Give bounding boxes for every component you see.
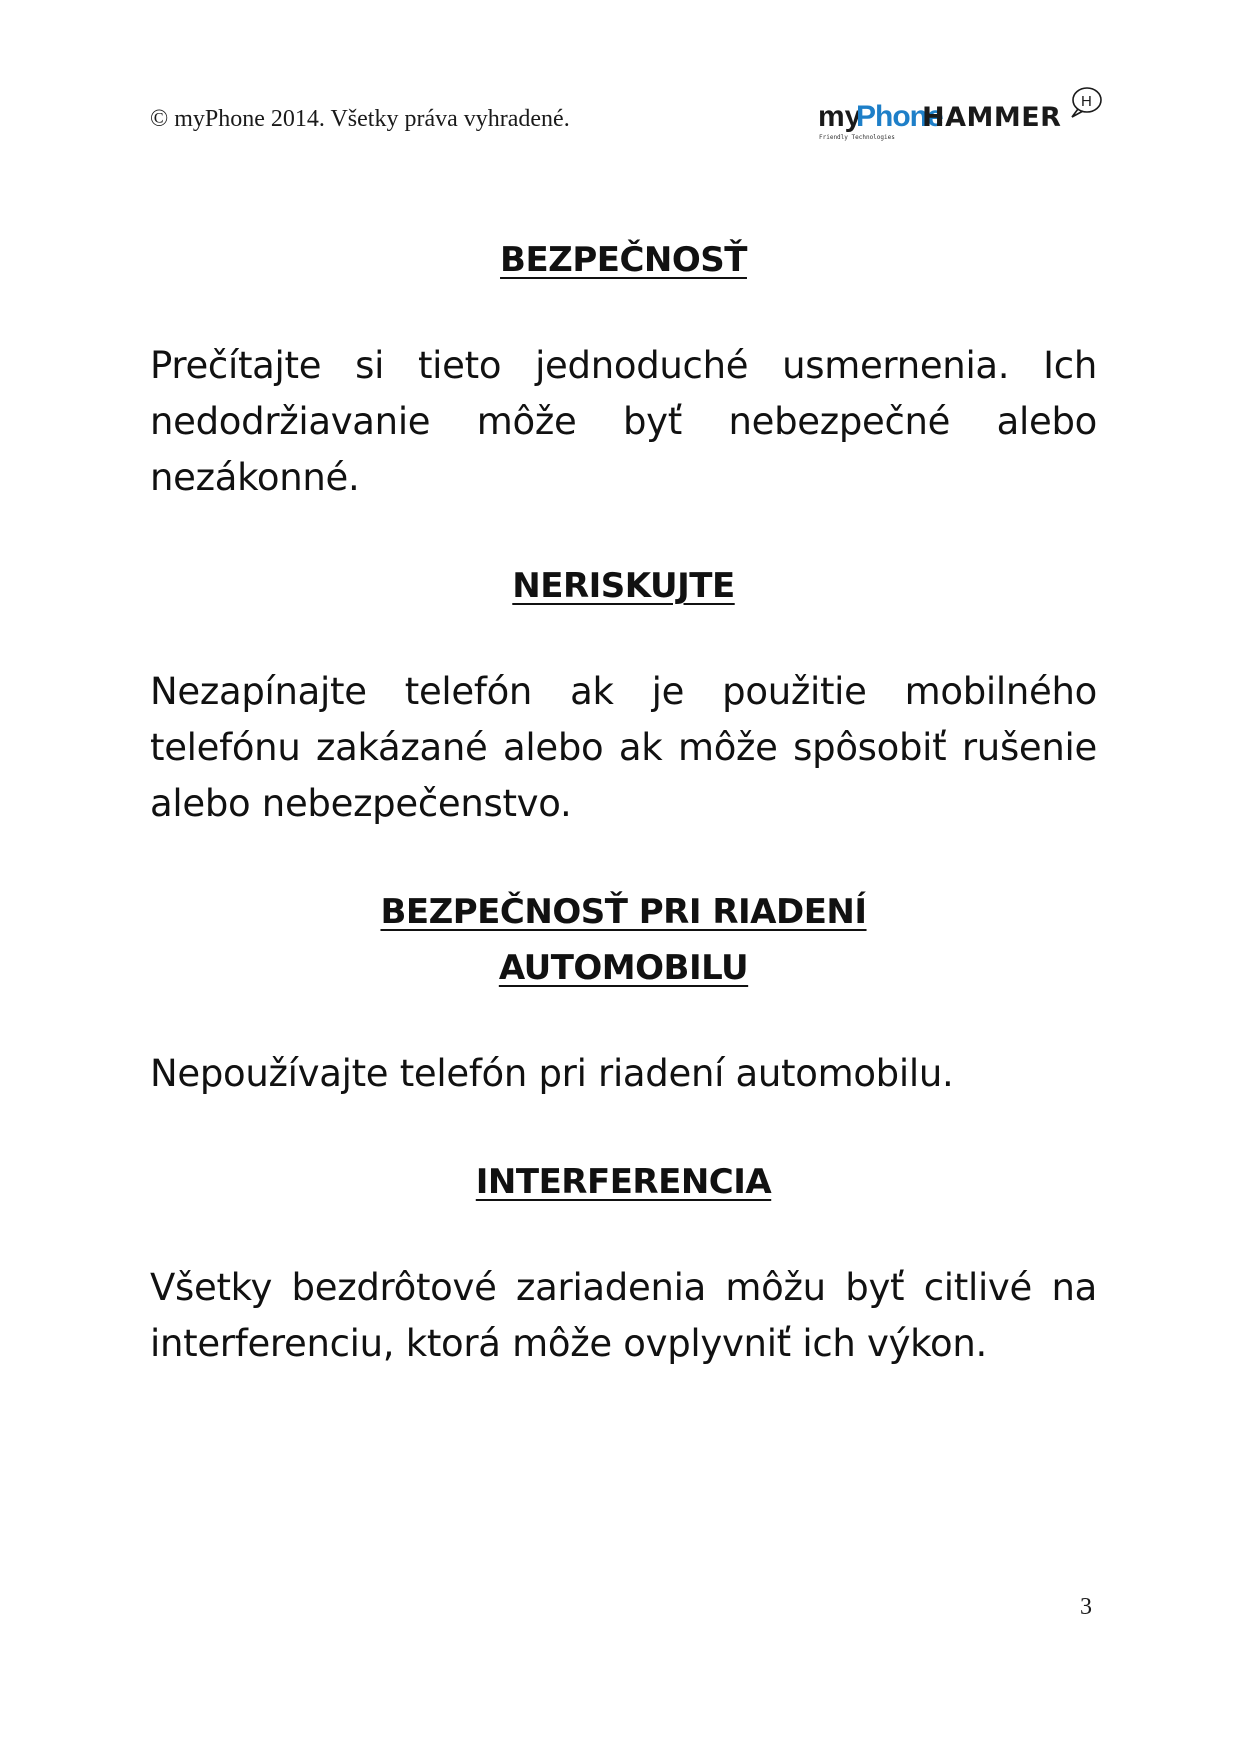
myphone-hammer-logo: [818, 82, 1118, 146]
section-text-driving-safety: Nepoužívajte telefón pri riadení automobilu.: [150, 1052, 954, 1095]
page-number: 3: [1080, 1594, 1092, 1620]
logo-product-name: HAMMER: [922, 102, 1062, 133]
section-title-safety: BEZPEČNOSŤ: [500, 240, 747, 280]
section-title-driving-safety: BEZPEČNOSŤ PRI RIADENÍ AUTOMOBILU: [380, 892, 867, 988]
speech-bubble-icon: [1072, 88, 1101, 117]
logo-brand-my: my: [818, 100, 862, 133]
section-text-safety: Prečítajte si tieto jednoduché usmernenia. Ich nedodržiavanie môže byť nebezpečné alebo nezákonné.: [150, 344, 1097, 499]
document-body: [150, 232, 1097, 1372]
section-title-no-risk: NERISKUJTE: [512, 566, 735, 606]
section-text-interference: Všetky bezdrôtové zariadenia môžu byť citlivé na interferenciu, ktorá môže ovplyvniť ich výkon.: [150, 1266, 1097, 1365]
logo-brand-phone: Phone: [856, 100, 943, 133]
logo-tagline: Friendly Technologies: [819, 134, 895, 141]
section-text-no-risk: Nezapínajte telefón ak je použitie mobilného telefónu zakázané alebo ak môže spôsobiť rušenie alebo nebezpečenstvo.: [150, 670, 1097, 825]
copyright-notice: © myPhone 2014. Všetky práva vyhradené.: [150, 106, 570, 132]
logo-badge-letter: H: [1081, 93, 1092, 110]
section-title-interference: INTERFERENCIA: [475, 1162, 772, 1202]
